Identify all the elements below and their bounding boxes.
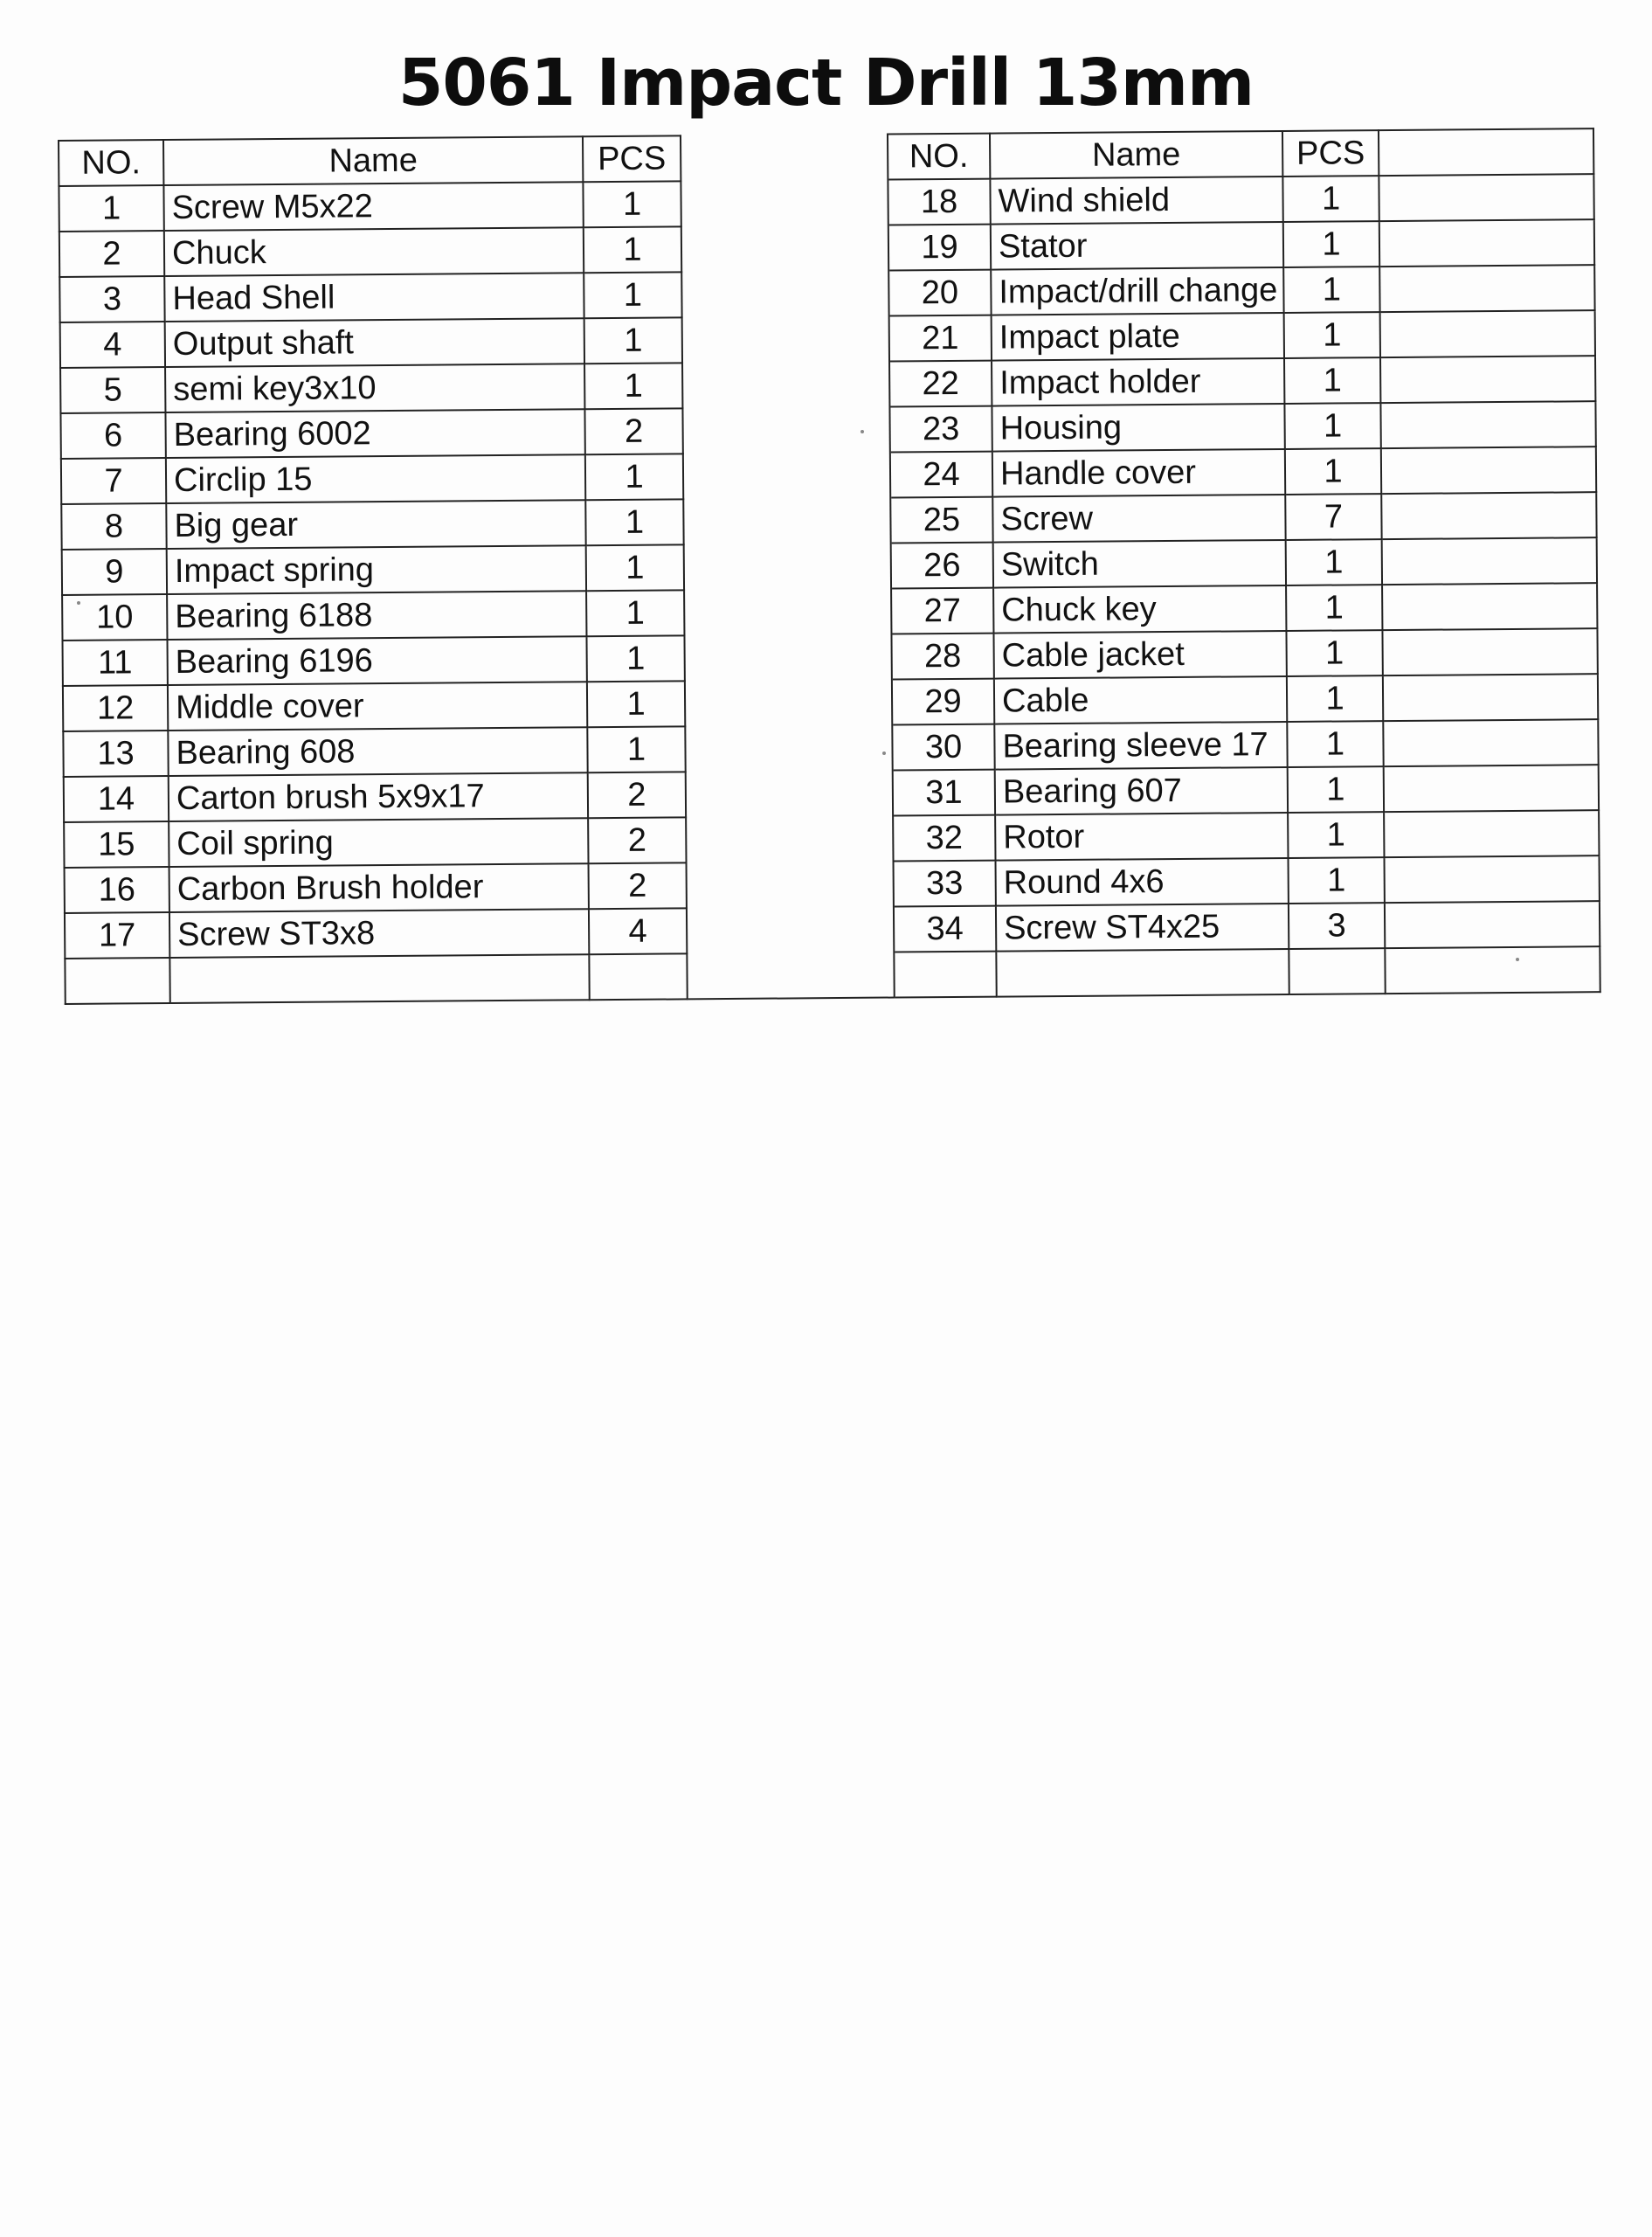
part-quantity: 1 <box>1284 312 1380 358</box>
part-name: Head Shell <box>164 273 584 322</box>
part-name <box>996 949 1289 997</box>
blank-cell <box>684 634 891 682</box>
part-quantity: 1 <box>1284 357 1380 404</box>
blank-cell <box>686 816 893 863</box>
part-quantity: 4 <box>589 908 687 954</box>
blank-cell <box>1384 855 1599 903</box>
part-name: Wind shield <box>990 177 1282 225</box>
part-name: Carton brush 5x9x17 <box>169 772 588 821</box>
part-quantity: 2 <box>584 408 682 454</box>
part-number: 3 <box>59 276 164 322</box>
blank-cell <box>1382 583 1597 630</box>
part-number: 34 <box>894 906 996 952</box>
part-number: 24 <box>890 452 992 498</box>
part-quantity: 1 <box>1285 448 1381 495</box>
part-quantity: 1 <box>587 681 685 727</box>
part-name: Carbon Brush holder <box>169 863 589 912</box>
blank-cell <box>1383 719 1598 766</box>
part-quantity: 1 <box>1282 176 1379 222</box>
part-name: Screw <box>992 495 1285 543</box>
part-quantity: 2 <box>588 772 686 818</box>
part-quantity: 1 <box>584 363 682 409</box>
blank-cell <box>682 316 889 364</box>
paper-speck <box>861 430 864 433</box>
part-name: Bearing 608 <box>168 727 587 776</box>
part-quantity: 1 <box>584 272 681 318</box>
part-number: 28 <box>891 634 993 680</box>
header-name-right: Name <box>990 131 1282 179</box>
part-number: 21 <box>889 315 992 362</box>
paper-speck <box>882 751 886 755</box>
part-number: 7 <box>61 458 166 504</box>
blank-cell <box>1379 174 1593 221</box>
part-name: Impact spring <box>167 545 586 594</box>
part-quantity: 1 <box>584 317 682 364</box>
part-number: 4 <box>60 322 165 368</box>
part-number: 8 <box>61 503 166 550</box>
part-number: 10 <box>62 594 167 641</box>
blank-cell <box>1384 765 1599 812</box>
part-quantity: 1 <box>586 635 684 682</box>
part-quantity: 1 <box>1283 267 1379 313</box>
part-name: Cable jacket <box>993 631 1286 679</box>
part-number: 27 <box>891 588 993 634</box>
part-name: Big gear <box>166 500 585 549</box>
part-quantity: 1 <box>1288 812 1384 858</box>
blank-cell <box>1379 219 1594 267</box>
part-quantity: 1 <box>1286 630 1382 676</box>
part-number: 15 <box>64 821 169 868</box>
blank-cell <box>681 135 888 182</box>
part-quantity: 1 <box>1287 721 1383 767</box>
part-number: 32 <box>893 815 995 862</box>
blank-cell <box>169 954 589 1003</box>
header-pcs-left: PCS <box>583 135 681 182</box>
parts-sheet <box>58 128 1600 1005</box>
blank-cell <box>681 225 888 273</box>
blank-cell <box>681 271 888 318</box>
part-name: Rotor <box>995 813 1288 861</box>
part-name: Impact plate <box>992 313 1284 361</box>
part-number: 16 <box>65 867 169 913</box>
part-number: 22 <box>889 361 992 407</box>
blank-cell <box>684 544 891 591</box>
part-name: Middle cover <box>168 682 587 731</box>
part-number: 18 <box>888 179 990 225</box>
part-number: 33 <box>894 861 996 907</box>
part-name: Handle cover <box>992 449 1285 497</box>
part-number <box>894 952 996 998</box>
blank-cell <box>686 771 893 818</box>
blank-cell <box>1384 810 1599 857</box>
part-name: Round 4x6 <box>996 858 1289 906</box>
blank-cell <box>1380 401 1595 448</box>
blank-cell <box>1385 946 1600 994</box>
part-quantity: 1 <box>1288 766 1384 813</box>
part-number: 9 <box>62 549 167 595</box>
part-quantity: 1 <box>1286 539 1382 585</box>
part-number: 11 <box>63 640 168 686</box>
part-number: 26 <box>891 543 993 589</box>
part-number: 6 <box>60 412 165 459</box>
part-number: 29 <box>892 679 994 725</box>
paper-speck <box>77 601 80 605</box>
part-quantity: 2 <box>588 817 686 863</box>
blank-cell <box>687 862 894 909</box>
part-number: 19 <box>888 225 991 271</box>
blank-cell <box>682 407 889 454</box>
part-name: Bearing 6196 <box>167 636 586 685</box>
part-number: 31 <box>893 770 995 816</box>
blank-cell <box>1380 310 1595 357</box>
part-quantity: 1 <box>583 181 681 227</box>
part-quantity: 2 <box>589 862 687 909</box>
part-number: 20 <box>888 270 991 316</box>
part-name: Switch <box>993 540 1286 588</box>
part-name: Stator <box>991 222 1283 270</box>
part-name: Impact/drill change <box>991 267 1283 315</box>
blank-cell <box>589 953 687 1000</box>
blank-cell <box>1379 128 1593 176</box>
part-name: Screw M5x22 <box>163 182 583 231</box>
blank-cell <box>684 589 891 636</box>
part-name: Cable <box>994 676 1287 724</box>
part-name: Coil spring <box>169 818 588 867</box>
part-name: Chuck key <box>993 585 1286 634</box>
part-quantity: 1 <box>1288 857 1384 904</box>
part-name: Bearing 6188 <box>167 591 586 640</box>
header-name-left: Name <box>163 136 583 185</box>
blank-cell <box>683 498 890 545</box>
part-name: Bearing 607 <box>995 767 1288 815</box>
blank-cell <box>1379 265 1594 312</box>
blank-cell <box>687 907 894 954</box>
blank-cell <box>685 680 892 727</box>
header-no-right: NO. <box>888 134 990 180</box>
part-name: Output shaft <box>165 318 584 367</box>
part-number: 13 <box>63 731 168 777</box>
part-quantity: 1 <box>1283 221 1379 267</box>
header-pcs-right: PCS <box>1282 130 1379 177</box>
part-quantity: 7 <box>1285 494 1381 540</box>
part-number: 5 <box>60 367 165 413</box>
blank-cell <box>1382 537 1597 585</box>
part-name: Screw ST3x8 <box>169 909 589 958</box>
part-quantity: 1 <box>585 454 683 500</box>
table-body <box>59 174 1600 1004</box>
part-quantity: 1 <box>586 590 684 636</box>
part-quantity: 1 <box>584 226 681 273</box>
blank-cell <box>683 453 890 500</box>
part-number: 17 <box>65 912 169 959</box>
part-name: Bearing 6002 <box>165 409 584 458</box>
blank-cell <box>65 958 169 1004</box>
part-number: 2 <box>59 231 164 277</box>
part-quantity: 1 <box>1287 675 1383 722</box>
part-quantity: 1 <box>586 544 684 591</box>
header-no-left: NO. <box>59 140 163 186</box>
part-quantity <box>1289 948 1385 994</box>
blank-cell <box>687 952 894 1000</box>
blank-cell <box>1381 447 1596 494</box>
part-name: Housing <box>992 404 1284 452</box>
part-number: 1 <box>59 185 163 232</box>
part-name: semi key3x10 <box>165 364 584 412</box>
part-quantity: 3 <box>1289 903 1385 949</box>
blank-cell <box>685 725 892 772</box>
part-name: Bearing sleeve 17 <box>994 722 1287 770</box>
part-name: Chuck <box>164 227 584 276</box>
parts-table <box>58 128 1601 1005</box>
blank-cell <box>682 362 889 409</box>
part-number: 25 <box>890 497 992 544</box>
part-quantity: 1 <box>1286 585 1382 631</box>
part-number: 14 <box>64 776 169 822</box>
part-number: 30 <box>892 724 994 771</box>
blank-cell <box>681 180 888 227</box>
part-name: Circlip 15 <box>166 454 585 503</box>
part-quantity: 1 <box>585 499 683 545</box>
part-number: 12 <box>63 685 168 731</box>
blank-cell <box>1380 356 1595 403</box>
blank-cell <box>1381 492 1596 539</box>
part-number: 23 <box>889 406 992 453</box>
part-name: Screw ST4x25 <box>996 904 1289 952</box>
blank-cell <box>1385 901 1600 948</box>
blank-cell <box>1383 674 1598 721</box>
page-title: 5061 Impact Drill 13mm <box>397 45 1255 121</box>
part-name: Impact holder <box>992 358 1284 406</box>
blank-cell <box>1382 628 1597 675</box>
part-quantity: 1 <box>1284 403 1380 449</box>
paper-speck <box>1516 958 1519 961</box>
part-quantity: 1 <box>587 726 685 772</box>
